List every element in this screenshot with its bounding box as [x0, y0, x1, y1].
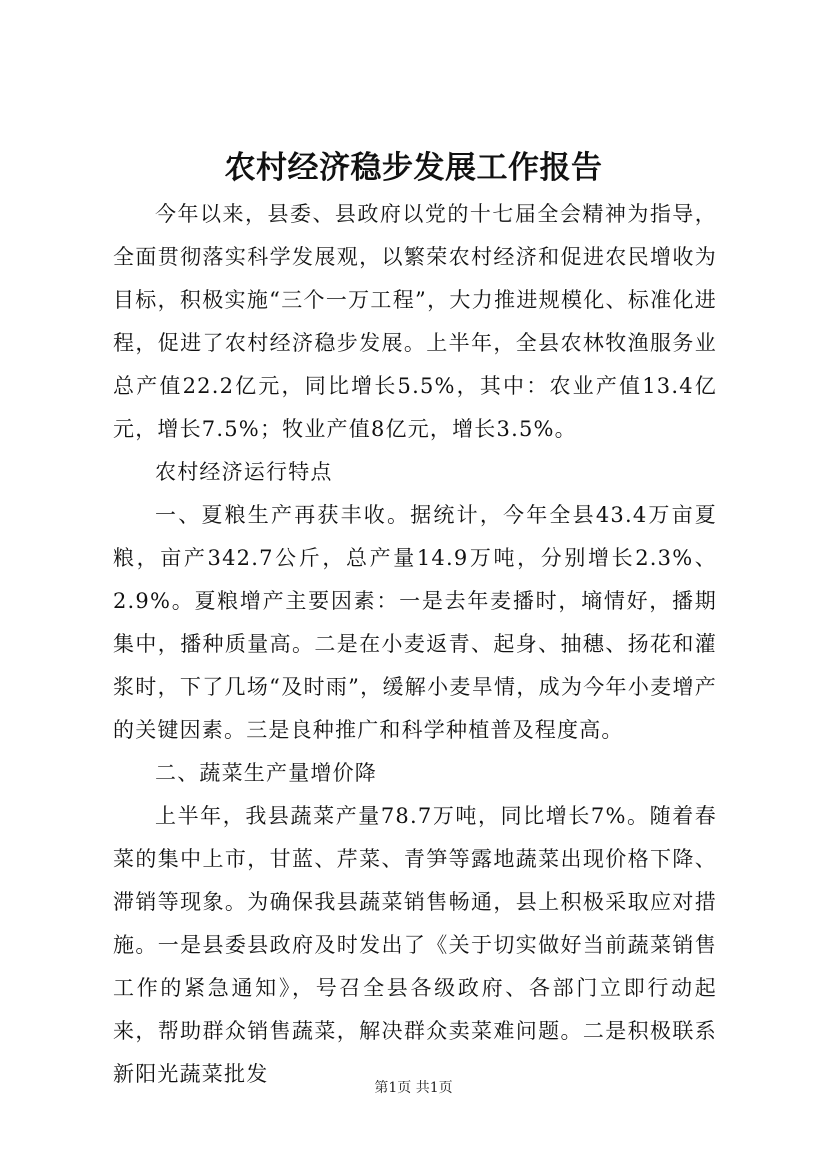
paragraph-intro: 今年以来，县委、县政府以党的十七届全会精神为指导，全面贯彻落实科学发展观，以繁荣农村经济和促进农民增收为目标，积极实施“三个一万工程”，大力推进规模化、标准化进程，促进了农村经济稳步发展。上半年，全县农林牧渔服务业总产值22.2亿元，同比增长5.5%，其中：农业产值13.4亿元，增长7.5%；牧业产值8亿元，增长3.5%。: [113, 202, 717, 441]
paragraph-vegetables: 上半年，我县蔬菜产量78.7万吨，同比增长7%。随着春菜的集中上市，甘蓝、芹菜、青笋等露地蔬菜出现价格下降、滞销等现象。为确保我县蔬菜销售畅通，县上积极采取应对措施。一是县委县政府及时发出了《关于切实做好当前蔬菜销售工作的紧急通知》，号召全县各级政府、各部门立即行动起来，帮助群众销售蔬菜，解决群众卖菜难问题。二是积极联系新阳光蔬菜批发: [113, 804, 717, 1086]
section-heading-vegetables: 二、蔬菜生产量增价降: [155, 761, 377, 785]
page-number-footer: 第1页 共1页: [374, 1080, 453, 1096]
document-body: [113, 193, 717, 1096]
paragraph-summer-grain: 一、夏粮生产再获丰收。据统计，今年全县43.4万亩夏粮，亩产342.7公斤，总产量14.9万吨，分别增长2.3%、2.9%。夏粮增产主要因素：一是去年麦播时，墒情好，播期集中，播种质量高。二是在小麦返青、起身、抽穗、扬花和灌浆时，下了几场“及时雨”，缓解小麦旱情，成为今年小麦增产的关键因素。三是良种推广和科学种植普及程度高。: [113, 503, 717, 742]
document-title: 农村经济稳步发展工作报告: [224, 150, 603, 186]
section-heading-features: 农村经济运行特点: [155, 460, 333, 484]
